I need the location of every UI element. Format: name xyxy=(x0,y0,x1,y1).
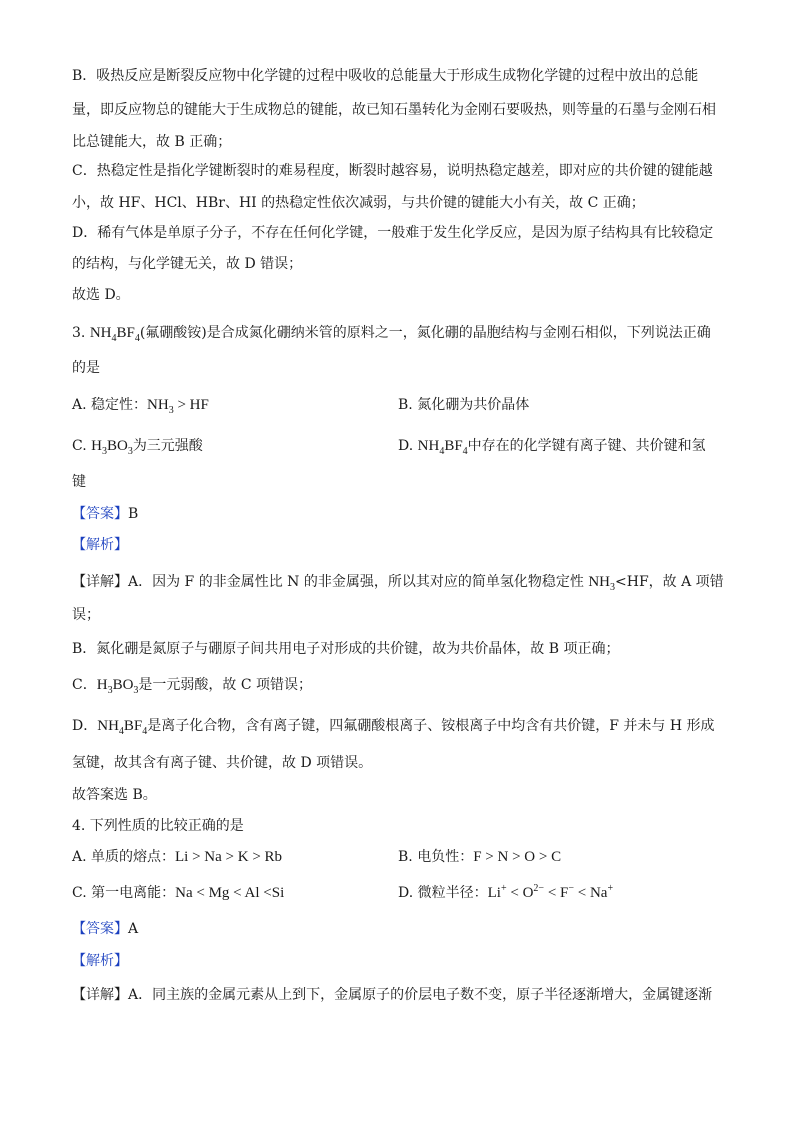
q2-c-line1: C．热稳定性是指化学键断裂时的难易程度，断裂时越容易，说明热稳定越差，即对应的共价键的键能越 xyxy=(72,163,713,179)
q3-option-c: C. $H_3BO_3$为三元强酸 xyxy=(72,438,203,457)
q3-detail-d-line2: 氢键，故其含有离子键、共价键，故 D 项错误。 xyxy=(72,755,373,771)
q3-option-d: D. $NH_4BF_4$中存在的化学键有离子键、共价键和氢 xyxy=(398,438,706,457)
q3-option-b: B. 氮化硼为共价晶体 xyxy=(398,397,530,413)
q2-c-line2: 小，故 HF、HCl、HBr、HI 的热稳定性依次减弱，与共价键的键能大小有关，故 C 正确； xyxy=(72,195,645,211)
q2-conclusion: 故选 D。 xyxy=(72,287,130,303)
q3-formula: $NH_4BF_4$ xyxy=(89,325,140,344)
q3-detail-b: B．氮化硼是氮原子与硼原子间共用电子对形成的共价键，故为共价晶体，故 B 项正确； xyxy=(72,641,620,657)
q3-detail-a-line1: 【详解】A．因为 F 的非金属性比 N 的非金属强，所以其对应的简单氢化物稳定性 $NH_3<HF$，故 A 项错 xyxy=(72,574,724,593)
q4-option-c: C. 第一电离能：Na < Mg < Al <Si xyxy=(72,885,285,901)
q2-b-line1: B．吸热反应是断裂反应物中化学键的过程中吸收的总能量大于形成生成物化学键的过程中放出的总能 xyxy=(72,68,699,84)
q3-detail-c: C．$H_3BO_3$是一元弱酸，故 C 项错误； xyxy=(72,677,313,696)
q3-stem-line2: 的是 xyxy=(72,360,100,376)
q2-d-line2: 的结构，与化学键无关，故 D 错误； xyxy=(72,256,303,272)
answer-value: B xyxy=(128,506,139,522)
answer-tag: 【答案】 xyxy=(72,506,128,522)
q3-detail-d-line1: D．$NH_4BF_4$是离子化合物，含有离子键，四氟硼酸根离子、铵根离子中均含有共价键，F 并未与 H 形成 xyxy=(72,718,715,737)
q4-option-b: B. 电负性：F > N > O > C xyxy=(398,849,562,865)
detail-tag: 【详解】 xyxy=(72,574,128,590)
q3-stem: 3. $NH_4BF_4$(氟硼酸铵)是合成氮化硼纳米管的原料之一，氮化硼的晶胞结构与金刚石相似，下列说法正确 xyxy=(72,325,711,344)
q3-option-d-line2: 键 xyxy=(72,474,86,490)
q3-detail-a-line2: 误； xyxy=(72,607,100,623)
q3-number: 3. xyxy=(72,325,86,341)
q3-conclusion: 故答案选 B。 xyxy=(72,787,157,803)
q4-analysis-tag: 【解析】 xyxy=(72,953,128,969)
q4-option-d: D. 微粒半径：$Li^+ < O^{2-} < F^- < Na^+$ xyxy=(398,883,614,901)
q3-answer xyxy=(72,504,138,524)
q2-d-line1: D．稀有气体是单原子分子，不存在任何化学键，一般难于发生化学反应，是因为原子结构具有比较稳定 xyxy=(72,225,714,241)
q4-detail-a-line1: 【详解】A．同主族的金属元素从上到下，金属原子的价层电子数不变，原子半径逐渐增大，金属键逐渐 xyxy=(72,987,713,1003)
q2-b-line2: 量，即反应物总的键能大于生成物总的键能，故已知石墨转化为金刚石要吸热，则等量的石墨与金刚石相 xyxy=(72,102,716,118)
q3-option-a: A. 稳定性：$NH_3$ > HF xyxy=(72,397,209,416)
q4-answer: 【答案】A xyxy=(72,921,139,937)
q4-option-a: A. 单质的熔点：Li > Na > K > Rb xyxy=(72,849,283,865)
q4-stem: 4. 下列性质的比较正确的是 xyxy=(72,818,244,834)
q3-analysis-tag: 【解析】 xyxy=(72,537,128,553)
q2-b-line3: 比总键能大，故 B 正确； xyxy=(72,134,232,150)
